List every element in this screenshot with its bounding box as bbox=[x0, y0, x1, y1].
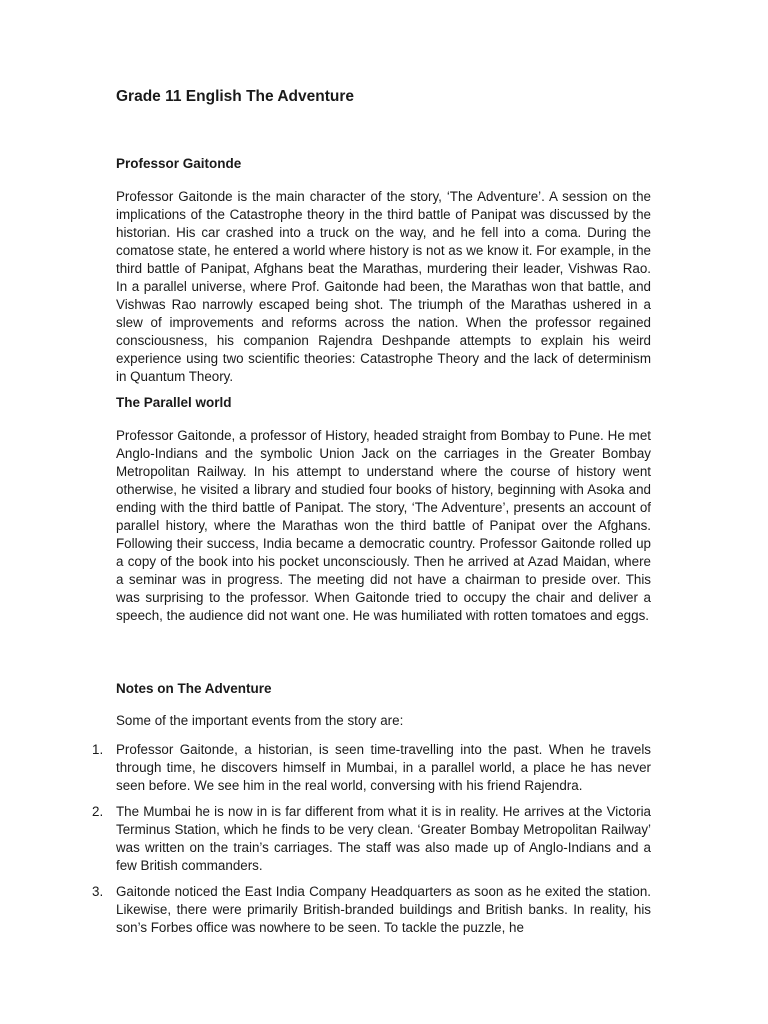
section-heading-notes: Notes on The Adventure bbox=[116, 681, 272, 696]
list-item bbox=[92, 883, 651, 937]
list-item bbox=[92, 741, 651, 795]
list-item-text: Professor Gaitonde, a historian, is seen time-travelling into the past. When he travels through time, he discovers himself in Mumbai, in a parallel world, a place he has never seen before. We see him in the real world, conversing with his friend Rajendra. bbox=[116, 742, 651, 793]
events-list bbox=[92, 741, 651, 945]
paragraph-professor-gaitonde: Professor Gaitonde is the main character of the story, ‘The Adventure’. A session on the implications of the Catastrophe theory in the third battle of Panipat was discussed by the historian. His car crashed into a truck on the way, and he fell into a coma. During the comatose state, he entered a world where history is not as we know it. For example, in the third battle of Panipat, Afghans beat the Marathas, murdering their leader, Vishwas Rao. In a parallel universe, where Prof. Gaitonde had been, the Marathas won that battle, and Vishwas Rao narrowly escaped being shot. The triumph of the Marathas ushered in a slew of improvements and reforms across the nation. When the professor regained consciousness, his companion Rajendra Deshpande attempts to explain his weird experience using two scientific theories: Catastrophe Theory and the lack of determinism in Quantum Theory. bbox=[116, 189, 651, 384]
paragraph-parallel-world: Professor Gaitonde, a professor of History, headed straight from Bombay to Pune. He met Anglo-Indians and the symbolic Union Jack on the carriages in the Greater Bombay Metropolitan Railway. In his attempt to understand where the course of history went otherwise, he visited a library and studied four books of history, beginning with Asoka and ending with the third battle of Panipat. The story, ‘The Adventure’, presents an account of parallel history, where the Marathas won the third battle of Panipat over the Afghans. Following their success, India became a democratic country. Professor Gaitonde rolled up a copy of the book into his pocket unconsciously. Then he arrived at Azad Maidan, where a seminar was in progress. The meeting did not have a chairman to preside over. This was surprising to the professor. When Gaitonde tried to occupy the chair and deliver a speech, the audience did not want one. He was humiliated with rotten tomatoes and eggs. bbox=[116, 428, 651, 623]
list-item-number: 3. bbox=[92, 884, 104, 899]
list-item bbox=[92, 803, 651, 875]
document-title: Grade 11 English The Adventure bbox=[116, 88, 355, 105]
section-heading-parallel-world: The Parallel world bbox=[116, 395, 232, 410]
list-item-number: 1. bbox=[92, 742, 104, 757]
section-heading-professor-gaitonde: Professor Gaitonde bbox=[116, 156, 242, 171]
list-item-text: Gaitonde noticed the East India Company Headquarters as soon as he exited the station. Likewise, there were primarily British-branded buildings and British banks. In reality, his son’s Forbes office was nowhere to be seen. To tackle the puzzle, he bbox=[116, 884, 651, 935]
notes-intro: Some of the important events from the story are: bbox=[116, 713, 404, 728]
list-item-text: The Mumbai he is now in is far different from what it is in reality. He arrives at the Victoria Terminus Station, which he finds to be very clean. ‘Greater Bombay Metropolitan Railway’ was written on the train’s carriages. The staff was also made up of Anglo-Indians and a few British commanders. bbox=[116, 804, 651, 873]
list-item-number: 2. bbox=[92, 804, 104, 819]
